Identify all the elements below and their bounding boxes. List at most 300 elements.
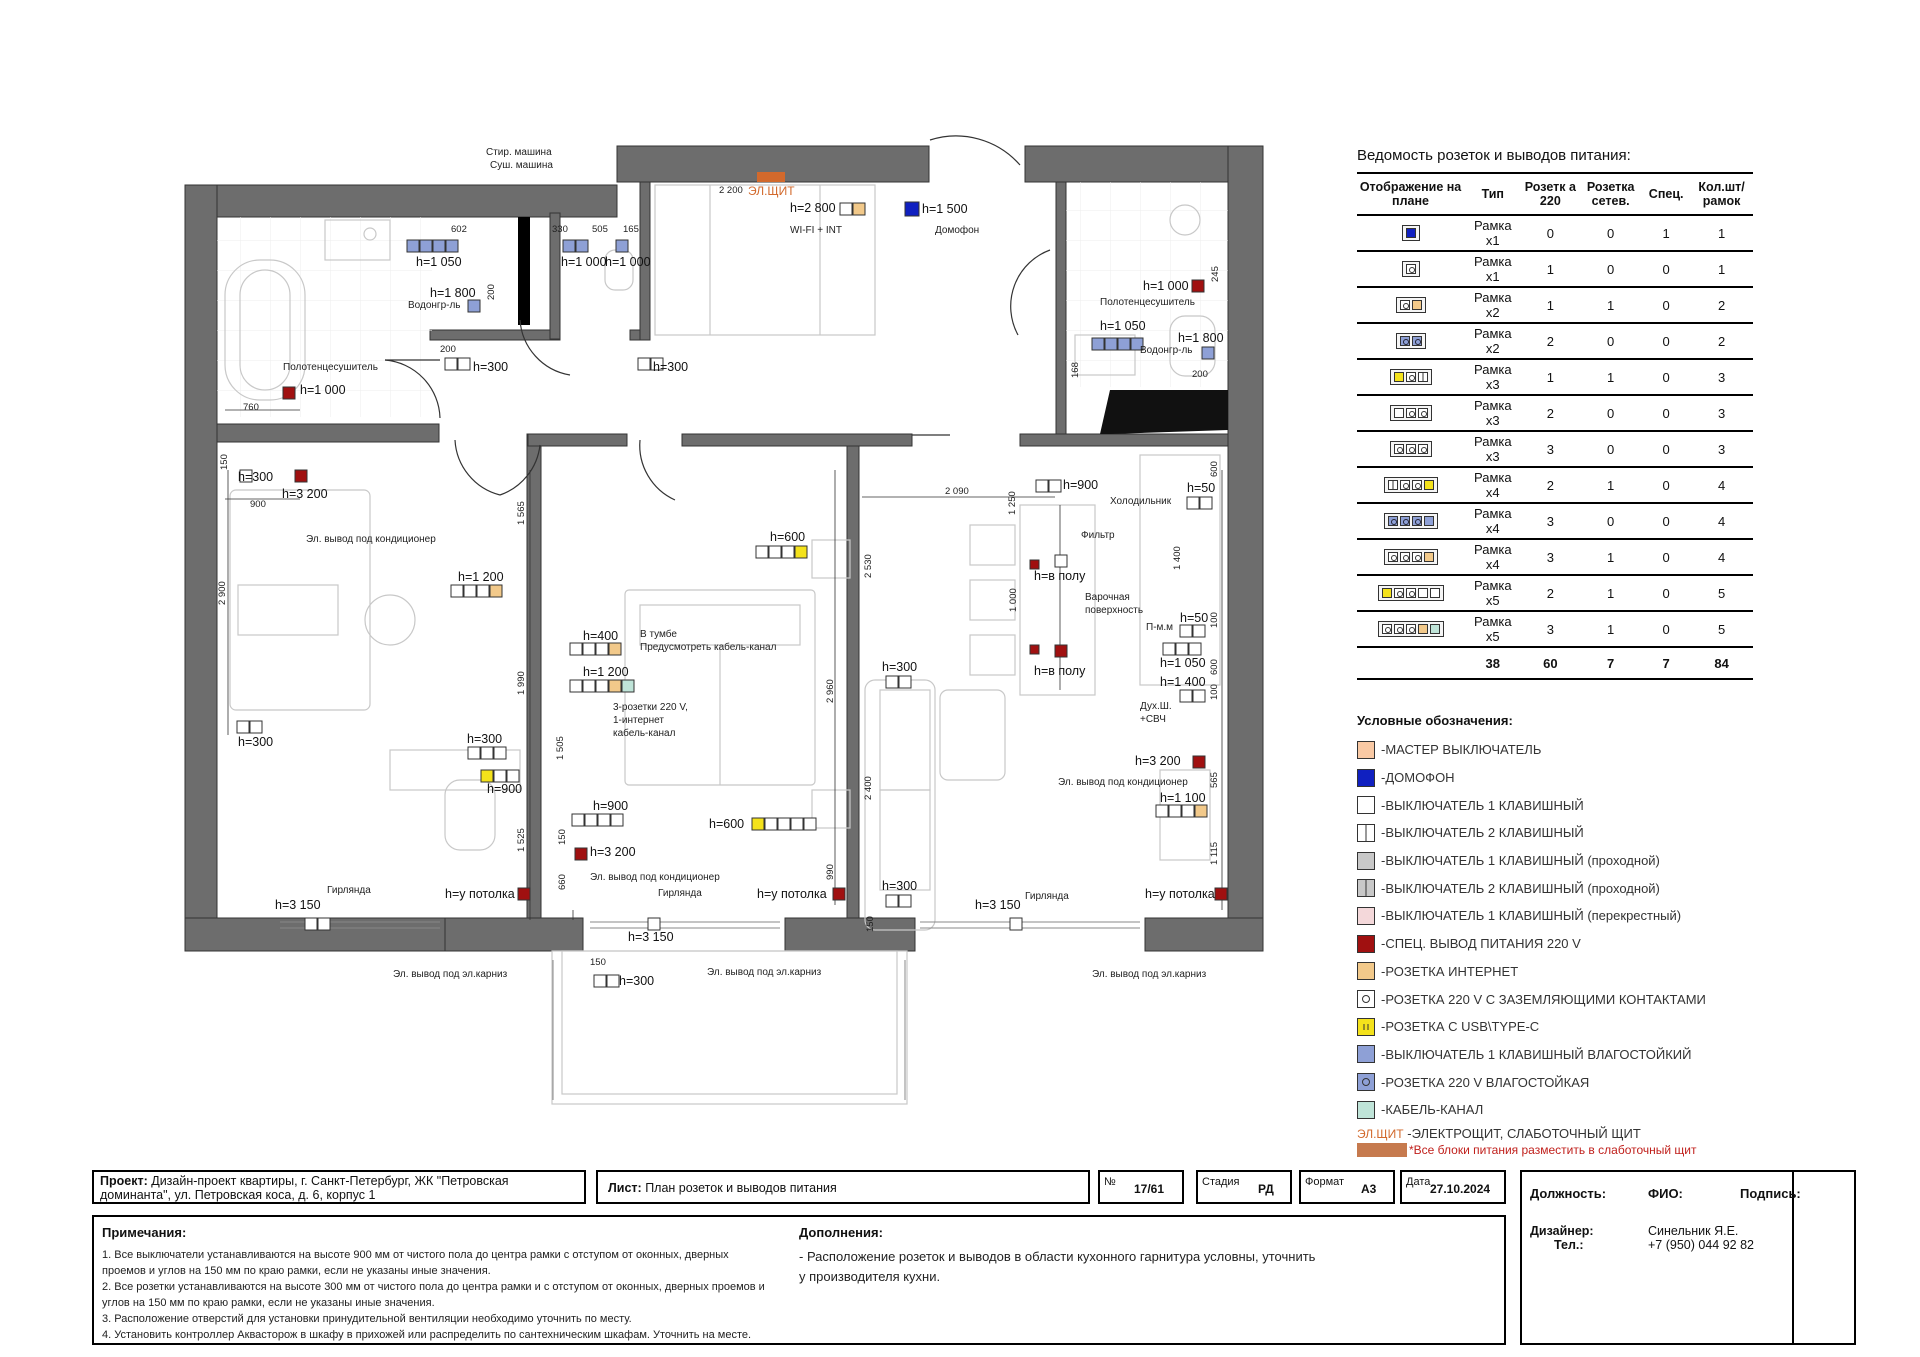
project-box <box>92 1170 586 1204</box>
cell-count: 3 <box>1690 359 1753 395</box>
cell-spec: 0 <box>1642 287 1690 323</box>
cell-net: 1 <box>1579 575 1642 611</box>
kond3-label: Эл. вывод под кондиционер <box>1058 777 1188 788</box>
sheet-box <box>596 1170 1090 1204</box>
project-text: Дизайн-проект квартиры, г. Санкт-Петербург, ЖК "Петровская <box>151 1174 509 1188</box>
girlyanda1-label: Гирлянда <box>327 885 371 896</box>
num-label: № <box>1104 1176 1116 1188</box>
addition-line: у производителя кухни. <box>799 1269 941 1284</box>
height-label: h=3 200 <box>590 845 636 859</box>
domofon-label: Домофон <box>935 225 980 236</box>
legend-item <box>1357 791 1706 819</box>
frame-symbol-icon <box>1390 441 1432 457</box>
height-label: h=1 200 <box>458 570 504 584</box>
dim-label: 1 000 <box>1008 588 1019 612</box>
karniz2-label: Эл. вывод под эл.карниз <box>707 967 822 978</box>
dim-label: 165 <box>623 224 639 235</box>
height-label: h=1 000 <box>300 383 346 397</box>
sock-icon <box>1394 588 1404 598</box>
note-line: 4. Установить контроллер Аквасторож в шкафу в прихожей или распределить по сантехническим шкафам. Уточнить на месте. <box>102 1329 752 1341</box>
karniz3-label: Эл. вывод под эл.карниз <box>1092 969 1207 980</box>
cell-count: 4 <box>1690 467 1753 503</box>
sock-icon <box>1406 444 1416 454</box>
dim-label: 168 <box>1070 362 1081 378</box>
sock-icon <box>1382 624 1392 634</box>
cell-type: Рамка x4 <box>1464 467 1521 503</box>
usb-icon <box>1357 1018 1375 1036</box>
symbol-cell <box>1357 467 1464 503</box>
legend-item-text: -ВЫКЛЮЧАТЕЛЬ 1 КЛАВИШНЫЙ <box>1381 797 1584 813</box>
col-header: Розетка сетев. <box>1579 173 1642 215</box>
notes-title: Примечания: <box>102 1225 187 1240</box>
height-label: h=300 <box>882 879 918 893</box>
cell-type: Рамка x3 <box>1464 395 1521 431</box>
height-label: h=1 050 <box>1160 656 1206 670</box>
height-label: h=300 <box>238 470 274 484</box>
height-label: h=50 <box>1187 481 1216 495</box>
height-label: h=1 400 <box>1160 675 1206 689</box>
cell-count: 5 <box>1690 611 1753 647</box>
height-label: h=1 200 <box>583 665 629 679</box>
shaft-1 <box>518 217 530 325</box>
sush-label: Суш. машина <box>490 160 553 171</box>
dim-label: 760 <box>243 402 259 413</box>
legend-item <box>1357 1068 1706 1096</box>
sock-icon <box>1418 408 1428 418</box>
legend-item <box>1357 764 1706 792</box>
legend-item-text: -СПЕЦ. ВЫВОД ПИТАНИЯ 220 V <box>1381 936 1581 952</box>
rozetki3-label: 3-розетки 220 V, <box>613 702 688 713</box>
legend-item-text: -КАБЕЛЬ-КАНАЛ <box>1381 1102 1484 1118</box>
sockb-icon <box>1412 336 1422 346</box>
legend-item <box>1357 958 1706 986</box>
sock-icon <box>1412 480 1422 490</box>
cell-spec: 0 <box>1642 251 1690 287</box>
cell-type: Рамка x4 <box>1464 503 1521 539</box>
sw2-icon <box>1418 372 1428 382</box>
cell-type: Рамка x2 <box>1464 287 1521 323</box>
phone-label: Тел.: <box>1554 1238 1584 1252</box>
legend-item-text: -РОЗЕТКА С USB\TYPE-C <box>1381 1019 1540 1035</box>
cell-net: 1 <box>1579 287 1642 323</box>
stage-label: Стадия <box>1202 1176 1240 1188</box>
num-value: 17/61 <box>1134 1182 1165 1196</box>
frame-symbol-icon <box>1378 585 1444 601</box>
dim-label: 200 <box>1192 369 1208 380</box>
sheet-label: Лист: <box>608 1181 642 1195</box>
dim-label: 200 <box>486 284 497 300</box>
usb-icon <box>1382 588 1392 598</box>
vedomost-table <box>1357 172 1753 680</box>
format-value: А3 <box>1361 1182 1377 1196</box>
duh-label: Дух.Ш. <box>1140 701 1172 712</box>
dim-label: 505 <box>592 224 608 235</box>
sockb-icon <box>1388 516 1398 526</box>
polotence-label: Полотенцесушитель <box>283 362 378 373</box>
red-icon <box>1357 935 1375 953</box>
stir-label: Стир. машина <box>486 147 552 158</box>
frame-symbol-icon <box>1390 369 1432 385</box>
height-label: h=3 150 <box>275 898 321 912</box>
cell-net: 0 <box>1579 251 1642 287</box>
cell-type: Рамка x3 <box>1464 359 1521 395</box>
note-line: углов на 150 мм по краю рамки, если не указаны иные значения. <box>102 1297 435 1309</box>
cell-type: Рамка x2 <box>1464 323 1521 359</box>
girlyanda3-label: Гирлянда <box>1025 891 1069 902</box>
usb-icon <box>1424 480 1434 490</box>
height-label: h=1 800 <box>1178 331 1224 345</box>
sockb-icon <box>1412 516 1422 526</box>
vedomost-row <box>1357 539 1753 575</box>
shchit-note: *Все блоки питания разместить в слаботочный щит <box>1409 1143 1697 1157</box>
height-label: h=300 <box>467 732 503 746</box>
legend-item <box>1357 736 1706 764</box>
dim-label: 150 <box>865 916 876 932</box>
dim-label: 990 <box>825 864 836 880</box>
white-icon <box>1357 796 1375 814</box>
el-shchit-label: ЭЛ.ЩИТ <box>748 184 795 198</box>
frame-symbol-icon <box>1390 405 1432 421</box>
kabel-kanal2-label: кабель-канал <box>613 728 676 739</box>
vodonagr-label: Водонгр-ль <box>408 300 461 311</box>
varochnaya2-label: поверхность <box>1085 605 1144 616</box>
legend-item-text: -ДОМОФОН <box>1381 770 1455 786</box>
height-label: h=50 <box>1180 611 1209 625</box>
dim-label: 100 <box>1209 612 1220 628</box>
legend-item <box>1357 1041 1706 1069</box>
sock-icon <box>1400 300 1410 310</box>
stage-box <box>1196 1170 1292 1204</box>
cell-r220: 1 <box>1522 251 1580 287</box>
legend-item-text: -ВЫКЛЮЧАТЕЛЬ 1 КЛАВИШНЫЙ ВЛАГОСТОЙКИЙ <box>1381 1046 1692 1062</box>
dim-label: 565 <box>1209 772 1220 788</box>
wifi-label: WI-FI + INT <box>790 225 842 236</box>
cell-net: 0 <box>1579 215 1642 251</box>
frame-symbol-icon <box>1402 261 1420 277</box>
symbol-cell <box>1357 359 1464 395</box>
addition-line: - Расположение розеток и выводов в области кухонного гарнитура условны, уточнить <box>799 1249 1316 1264</box>
cell-r220: 3 <box>1522 539 1580 575</box>
cell-spec: 0 <box>1642 431 1690 467</box>
blue-icon <box>1406 228 1416 238</box>
dim-label: 900 <box>250 499 266 510</box>
height-label: h=у потолка <box>1145 887 1215 901</box>
dim-label: 100 <box>1209 684 1220 700</box>
cell-r220: 3 <box>1522 611 1580 647</box>
height-label: h=1 000 <box>605 255 651 269</box>
el-panel <box>757 172 785 182</box>
dim-label: 602 <box>451 224 467 235</box>
white-icon <box>1430 588 1440 598</box>
date-label: Дата <box>1406 1176 1431 1188</box>
dim-label: 2 530 <box>863 554 874 578</box>
dim-label: 330 <box>552 224 568 235</box>
height-label: h=600 <box>709 817 745 831</box>
cell-r220: 2 <box>1522 395 1580 431</box>
height-label: h=1 000 <box>1143 279 1189 293</box>
height-label: h=1 050 <box>1100 319 1146 333</box>
height-label: h=900 <box>593 799 629 813</box>
legend-item <box>1357 902 1706 930</box>
legend-item-text: -ВЫКЛЮЧАТЕЛЬ 2 КЛАВИШНЫЙ <box>1381 825 1584 841</box>
vedomost-row <box>1357 251 1753 287</box>
shchit-swatch <box>1357 1143 1407 1157</box>
cell-count: 5 <box>1690 575 1753 611</box>
cell-type: Рамка x4 <box>1464 539 1521 575</box>
note-line: 3. Расположение отверстий для установки принудительной вентиляции необходимо уточнить по месту. <box>102 1313 632 1325</box>
designer-name: Синельник Я.Е. <box>1648 1224 1739 1238</box>
cell-spec: 0 <box>1642 395 1690 431</box>
cell-net: 1 <box>1579 359 1642 395</box>
cell-net: 0 <box>1579 323 1642 359</box>
sock-icon <box>1412 552 1422 562</box>
sock-icon <box>1394 444 1404 454</box>
symbol-cell <box>1357 575 1464 611</box>
symbol-cell <box>1357 395 1464 431</box>
designer-label: Дизайнер: <box>1530 1224 1594 1238</box>
symbol-cell <box>1357 503 1464 539</box>
kabel-kanal-label: Предусмотреть кабель-канал <box>640 642 777 653</box>
dim-label: 1 565 <box>516 501 527 525</box>
white-icon <box>1394 408 1404 418</box>
white-icon <box>1418 588 1428 598</box>
cable-icon <box>1430 624 1440 634</box>
height-label: h=у потолка <box>445 887 515 901</box>
shchit-legend-text: -ЭЛЕКТРОЩИТ, СЛАБОТОЧНЫЙ ЩИТ <box>1407 1126 1641 1141</box>
polotence2-label: Полотенцесушитель <box>1100 297 1195 308</box>
inet-icon <box>1412 300 1422 310</box>
varochnaya1-label: Варочная <box>1085 592 1130 603</box>
cell-type: Рамка x1 <box>1464 251 1521 287</box>
dim-label: 2 090 <box>945 486 969 497</box>
cell-net: 1 <box>1579 611 1642 647</box>
legend-item-text: -ВЫКЛЮЧАТЕЛЬ 1 КЛАВИШНЫЙ (перекрестный) <box>1381 908 1682 924</box>
fio-label: ФИО: <box>1648 1186 1683 1201</box>
legend-item <box>1357 874 1706 902</box>
sheet-text: План розеток и выводов питания <box>645 1181 837 1195</box>
sock-icon <box>1406 372 1416 382</box>
sw2-icon <box>1357 824 1375 842</box>
legend-item-text: -ВЫКЛЮЧАТЕЛЬ 1 КЛАВИШНЫЙ (проходной) <box>1381 853 1660 869</box>
vedomost-row <box>1357 215 1753 251</box>
height-label: h=300 <box>653 360 689 374</box>
cell-spec: 0 <box>1642 539 1690 575</box>
cable-icon <box>1357 1101 1375 1119</box>
cell-net: 0 <box>1579 395 1642 431</box>
height-label: h=3 200 <box>1135 754 1181 768</box>
height-label: h=1 800 <box>430 286 476 300</box>
total-spec: 7 <box>1642 647 1690 679</box>
sign-label: Подпись: <box>1740 1186 1801 1201</box>
cell-spec: 0 <box>1642 323 1690 359</box>
position-label: Должность: <box>1530 1186 1607 1201</box>
sock-icon <box>1400 552 1410 562</box>
cell-r220: 2 <box>1522 467 1580 503</box>
cell-net: 1 <box>1579 467 1642 503</box>
legend-item-text: -ВЫКЛЮЧАТЕЛЬ 2 КЛАВИШНЫЙ (проходной) <box>1381 880 1660 896</box>
symbol-cell <box>1357 215 1464 251</box>
dim-label: 2 400 <box>863 776 874 800</box>
date-value: 27.10.2024 <box>1430 1182 1491 1196</box>
height-label: h=300 <box>473 360 509 374</box>
bluesw-icon <box>1424 516 1434 526</box>
vedomost-body <box>1357 215 1753 679</box>
shaft-2 <box>1100 390 1228 434</box>
cell-r220: 1 <box>1522 287 1580 323</box>
legend-title: Условные обозначения: <box>1357 713 1513 728</box>
vedomost-row <box>1357 431 1753 467</box>
legend-item-text: -МАСТЕР ВЫКЛЮЧАТЕЛЬ <box>1381 742 1542 758</box>
pink-icon <box>1357 907 1375 925</box>
total-net: 7 <box>1579 647 1642 679</box>
height-label: h=1 000 <box>561 255 607 269</box>
peach-icon <box>1357 741 1375 759</box>
cell-net: 0 <box>1579 503 1642 539</box>
height-label: h=3 150 <box>975 898 1021 912</box>
cell-net: 0 <box>1579 431 1642 467</box>
cell-count: 1 <box>1690 251 1753 287</box>
cell-count: 1 <box>1690 215 1753 251</box>
dim-label: 660 <box>557 874 568 890</box>
height-label: h=1 100 <box>1160 791 1206 805</box>
cell-spec: 0 <box>1642 611 1690 647</box>
height-label: h=900 <box>487 782 523 796</box>
col-header: Кол.шт/ рамок <box>1690 173 1753 215</box>
height-label: h=в полу <box>1034 569 1086 583</box>
legend-item <box>1357 985 1706 1013</box>
grey-icon <box>1357 852 1375 870</box>
frame-symbol-icon <box>1378 621 1444 637</box>
kond2-label: Эл. вывод под кондиционер <box>590 872 720 883</box>
height-label: h=600 <box>770 530 806 544</box>
cell-r220: 3 <box>1522 503 1580 539</box>
sock-icon <box>1388 552 1398 562</box>
height-label: h=3 150 <box>628 930 674 944</box>
internet1-label: 1-интернет <box>613 715 664 726</box>
height-label: h=1 500 <box>922 202 968 216</box>
note-line: проемов и углов на 150 мм по краю рамки, если не указаны иные значения. <box>102 1265 491 1277</box>
filtr-label: Фильтр <box>1081 530 1115 541</box>
cell-type: Рамка x5 <box>1464 611 1521 647</box>
holodilnik-label: Холодильник <box>1110 496 1172 507</box>
designer-phone: +7 (950) 044 92 82 <box>1648 1238 1754 1252</box>
cell-count: 2 <box>1690 323 1753 359</box>
dim-label: 1 990 <box>516 671 527 695</box>
sock-icon <box>1400 480 1410 490</box>
sock-icon <box>1418 444 1428 454</box>
vedomost-row <box>1357 359 1753 395</box>
cell-count: 4 <box>1690 539 1753 575</box>
sock-icon <box>1394 624 1404 634</box>
cell-r220: 3 <box>1522 431 1580 467</box>
vedomost-row <box>1357 287 1753 323</box>
legend-item <box>1357 819 1706 847</box>
frame-symbol-icon <box>1396 333 1426 349</box>
vedomost-row <box>1357 395 1753 431</box>
cell-r220: 1 <box>1522 359 1580 395</box>
cell-count: 3 <box>1690 395 1753 431</box>
signature-box <box>1520 1170 1856 1345</box>
symbol-cell <box>1357 431 1464 467</box>
inet-icon <box>1357 962 1375 980</box>
bluesw-icon <box>1357 1045 1375 1063</box>
dim-label: 2 900 <box>217 581 228 605</box>
height-label: h=300 <box>238 735 274 749</box>
frame-symbol-icon <box>1384 513 1438 529</box>
note-line: 1. Все выключатели устанавливаются на высоте 900 мм от чистого пола до центра рамки с отступом от оконных, дверных <box>102 1249 729 1261</box>
dim-label: 1 400 <box>1172 546 1183 570</box>
cell-net: 1 <box>1579 539 1642 575</box>
height-label: h=3 200 <box>282 487 328 501</box>
height-label: h=в полу <box>1034 664 1086 678</box>
cell-r220: 2 <box>1522 575 1580 611</box>
notes-list <box>102 1247 765 1343</box>
legend-item-text: -РОЗЕТКА 220 V С ЗАЗЕМЛЯЮЩИМИ КОНТАКТАМИ <box>1381 991 1706 1007</box>
sockb-icon <box>1357 1073 1375 1091</box>
notes-box <box>92 1215 1506 1345</box>
dim-label: 150 <box>590 957 606 968</box>
karniz1-label: Эл. вывод под эл.карниз <box>393 969 508 980</box>
inet-icon <box>1418 624 1428 634</box>
cell-count: 3 <box>1690 431 1753 467</box>
cell-empty <box>1357 647 1464 679</box>
shchit-legend-label: ЭЛ.ЩИТ <box>1357 1127 1404 1141</box>
cell-spec: 0 <box>1642 503 1690 539</box>
svch-label: +СВЧ <box>1140 714 1166 725</box>
format-label: Формат <box>1305 1176 1345 1188</box>
legend-item <box>1357 1096 1706 1124</box>
frame-symbol-icon <box>1384 477 1438 493</box>
cell-r220: 2 <box>1522 323 1580 359</box>
vedomost-row <box>1357 467 1753 503</box>
dim-label: 245 <box>1210 266 1221 282</box>
sw2g-icon <box>1357 879 1375 897</box>
blue-icon <box>1357 769 1375 787</box>
height-label: h=400 <box>583 629 619 643</box>
cell-spec: 0 <box>1642 575 1690 611</box>
vedomost-row <box>1357 503 1753 539</box>
vedomost-header-row <box>1357 173 1753 215</box>
height-label: h=300 <box>619 974 655 988</box>
legend-list <box>1357 736 1706 1124</box>
num-box <box>1098 1170 1184 1204</box>
legend-item <box>1357 930 1706 958</box>
height-label: h=2 800 <box>790 201 836 215</box>
total-count: 84 <box>1690 647 1753 679</box>
dim-label: 2 960 <box>825 679 836 703</box>
col-header: Спец. <box>1642 173 1690 215</box>
sockb-icon <box>1400 516 1410 526</box>
cell-count: 4 <box>1690 503 1753 539</box>
frame-symbol-icon <box>1402 225 1420 241</box>
usb-icon <box>1394 372 1404 382</box>
height-label: h=у потолка <box>757 887 827 901</box>
dim-label: 150 <box>557 829 568 845</box>
vedomost-total-row <box>1357 647 1753 679</box>
vedomost-row <box>1357 575 1753 611</box>
dim-label: 1 505 <box>555 736 566 760</box>
girlyanda2-label: Гирлянда <box>658 888 702 899</box>
sockb-icon <box>1400 336 1410 346</box>
symbol-cell <box>1357 287 1464 323</box>
cell-r220: 0 <box>1522 215 1580 251</box>
legend-item-text: -РОЗЕТКА 220 V ВЛАГОСТОЙКАЯ <box>1381 1074 1590 1090</box>
symbol-cell <box>1357 539 1464 575</box>
cell-type: Рамка x5 <box>1464 575 1521 611</box>
sock-icon <box>1406 408 1416 418</box>
legend-item <box>1357 847 1706 875</box>
total-type: 38 <box>1464 647 1521 679</box>
